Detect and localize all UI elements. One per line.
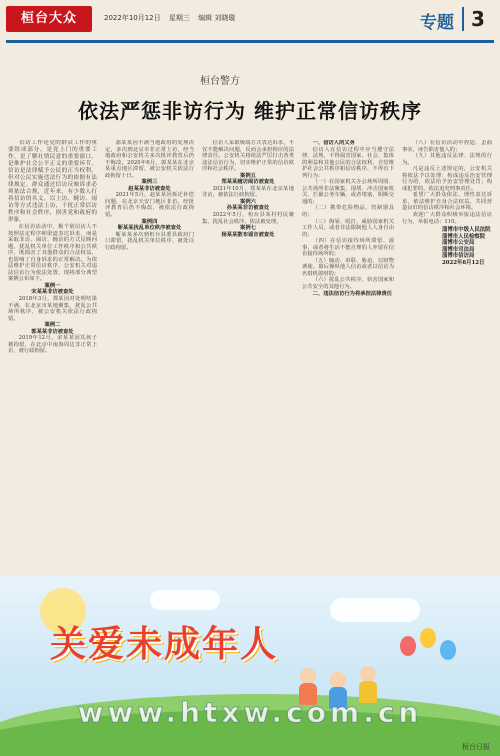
paragraph: （三）侮辱、殴打、威胁国家机关工作人员，或者非法限制他人人身自由的； xyxy=(302,218,394,238)
case-title: 案例六 xyxy=(240,198,256,205)
paragraph: 2018年3月，郑某因对处理结果不满，在北京市某地聚集，扰乱公共场所秩序，被公安机关依法行政拘留。 xyxy=(8,296,97,322)
paragraph: 信访人在信访过程中应当遵守法律、法规，不得损害国家、社会、集体的利益和其他公民的合法权利，自觉维护社会公共秩序和信访秩序，不得有下列行为： xyxy=(302,146,394,179)
article-column-4 xyxy=(302,140,394,572)
issue-date: 2022年10月12日 xyxy=(104,14,161,22)
case-subtitle: 赵某某非访被查处 xyxy=(128,185,171,192)
section-heading: 一、信访人的义务 xyxy=(312,140,355,146)
section-heading: 二、违法信访行为将承担法律责任 xyxy=(312,290,393,297)
section-title: 专题 xyxy=(420,13,454,33)
cloud-illustration xyxy=(150,590,220,610)
article-intro: 信访工作是党的群众工作的重要组成部分，是党上门的重要工作，是了解社情民意的重要窗口，是维护社会公平正义的重要环节。信访是法律赋予公民的正当权利，但对公民实施违法行为的依据有法律规定。群众通过信访反映诉求必须依法合规，近年来，有少数人打着信访的名义，以上访、缠访、闹访等方式违法上访，干扰正常信访秩序和社会秩序，损害党和政府的形象。 xyxy=(8,140,97,223)
article-column-2 xyxy=(105,140,194,572)
signature-date: 2022年8月12日 xyxy=(442,260,485,267)
balloon-illustration xyxy=(400,636,416,656)
masthead xyxy=(0,0,500,46)
article-column-5 xyxy=(402,140,492,572)
signatory: 淄博市司法局 xyxy=(442,246,475,253)
issue-editor: 编辑 刘晓璇 xyxy=(198,14,236,22)
paragraph: 凡是违反上述规定的，公安机关将依法予以处理：构成违反治安管理行为的，依法给予治安管理处罚；构成犯罪的，依法追究刑事责任。 xyxy=(402,166,492,192)
page-number: 3 xyxy=(462,7,492,31)
article-headline: 依法严惩非访行为 维护正常信访秩序 xyxy=(78,99,422,123)
paragraph: （一）在国家机关办公场所周围、公共场所非法聚集，围堵、冲击国家机关，拦截公务车辆，或者堵塞、阻断交通的； xyxy=(302,179,394,205)
paragraph: 信访人采取极端方式表达诉求，不仅不能解决问题，反而会承担相应的法律责任。公安机关将依法严厉打击各类违法信访行为，切实维护正常的信访秩序和社会秩序。 xyxy=(202,140,294,173)
case-title: 案例七 xyxy=(240,225,256,232)
paragraph: （四）在信访接待场所滞留、滋事，或者将生活不能自理的人弃留在信访接待场所的； xyxy=(302,238,394,258)
signatory: 淄博市信访局 xyxy=(442,253,475,260)
case-subtitle: 靳某某扰乱单位秩序被查处 xyxy=(117,225,182,232)
paragraph: （八）在信访活动中捏造、歪曲事实，诬告陷害他人的； xyxy=(402,140,492,153)
paragraph: 郭某某因不满当地政府的处理决定，多次到北京市非正常上访，经当地政府和公安机关多次批评教育后仍不悔改。2020年6月，郭某某在北京某重点地区滞留，被公安机关依法行政拘留十日。 xyxy=(105,140,194,179)
paragraph: 靳某某多次到桓台县委县政府门口滞留，扰乱机关单位秩序，被处以行政拘留。 xyxy=(105,231,194,251)
footer-label: 桓台日报 xyxy=(462,743,490,751)
case-subtitle: 宋某某非访被查处 xyxy=(31,289,74,296)
paragraph: （六）扰乱公共秩序、妨害国家和公共安全的其他行为。 xyxy=(302,277,394,291)
public-service-banner xyxy=(0,576,500,756)
case-subtitle: 郭某某非访被查处 xyxy=(31,328,74,335)
signatory: 淄博市公安局 xyxy=(442,240,475,247)
header-rule xyxy=(6,40,494,43)
article-column-1 xyxy=(8,140,97,572)
paragraph: 2019年12月，宋某某因其孩子被拘留，在北京中南海周边非正常上访，被行政拘留。 xyxy=(8,335,97,355)
article-body xyxy=(8,140,492,572)
column-tag: 桓台警方 xyxy=(200,76,240,87)
case-title: 案例四 xyxy=(141,218,158,225)
case-title: 案例三 xyxy=(141,179,158,186)
paragraph: 2022年5月，桓台县某村村民聚集，扰乱社会秩序，依法被处理。 xyxy=(202,212,294,225)
paragraph: 希望广大群众依法、理性表达诉求，依法维护自身合法权益，共同营造良好的信访秩序和社会环境。 xyxy=(402,192,492,212)
balloon-illustration xyxy=(440,640,456,660)
banner-title: 关爱未成年人 xyxy=(50,624,279,665)
signature-block xyxy=(402,227,492,267)
newspaper-logo: 桓台大众 xyxy=(6,6,92,32)
case-title: 案例五 xyxy=(240,172,256,179)
cloud-illustration xyxy=(330,598,420,622)
signatory: 淄博市人民检察院 xyxy=(442,233,486,240)
paragraph: （九）其他违反法律、法规的行为。 xyxy=(402,153,492,166)
article-column-3 xyxy=(202,140,294,572)
paragraph: 2021年10月，郑某某在北京某地非访，被依法行政拘留。 xyxy=(202,185,294,199)
case-subtitle: 郑某某缠访闹访被查处 xyxy=(221,179,275,186)
case-subtitle: 孙某某非访被查处 xyxy=(226,205,270,212)
paragraph: 2021年5月，赵某某因拆迁补偿问题，在北京天安门地区非访，经批评教育后仍不悔改，被依法行政拘留。 xyxy=(105,192,194,219)
paragraph: 在信访活动中，极个别信访人不按照法定程序和渠道表达诉求，而是采取非访、闹访、缠访的方式反映问题，扰乱机关单位工作秩序和公共秩序，既损害了其他群众的合法权益，也影响了自身诉求的正常解决。为依法维护正常信访秩序，公安机关对违法信访行为依法处置，现将部分典型案例公布如下。 xyxy=(8,224,97,283)
issue-weekday: 星期三 xyxy=(168,14,190,22)
paragraph: 欢迎广大群众积极举报违法信访行为，举报电话：110。 xyxy=(402,212,492,225)
website-watermark: www.htxw.com.cn xyxy=(77,696,423,729)
signatory: 淄博市中级人民法院 xyxy=(442,227,491,234)
case-title: 案例一 xyxy=(44,282,61,289)
balloon-illustration xyxy=(420,628,436,648)
paragraph: （五）煽动、串联、胁迫、以财物诱使、幕后操纵他人信访或者以信访为名借机敛财的； xyxy=(302,257,394,277)
case-subtitle: 杨某某散布谣言被查处 xyxy=(221,231,275,238)
paragraph: （二）携带危险物品、管制器具的； xyxy=(302,205,394,219)
issue-meta xyxy=(104,13,241,23)
case-title: 案例二 xyxy=(44,322,61,329)
